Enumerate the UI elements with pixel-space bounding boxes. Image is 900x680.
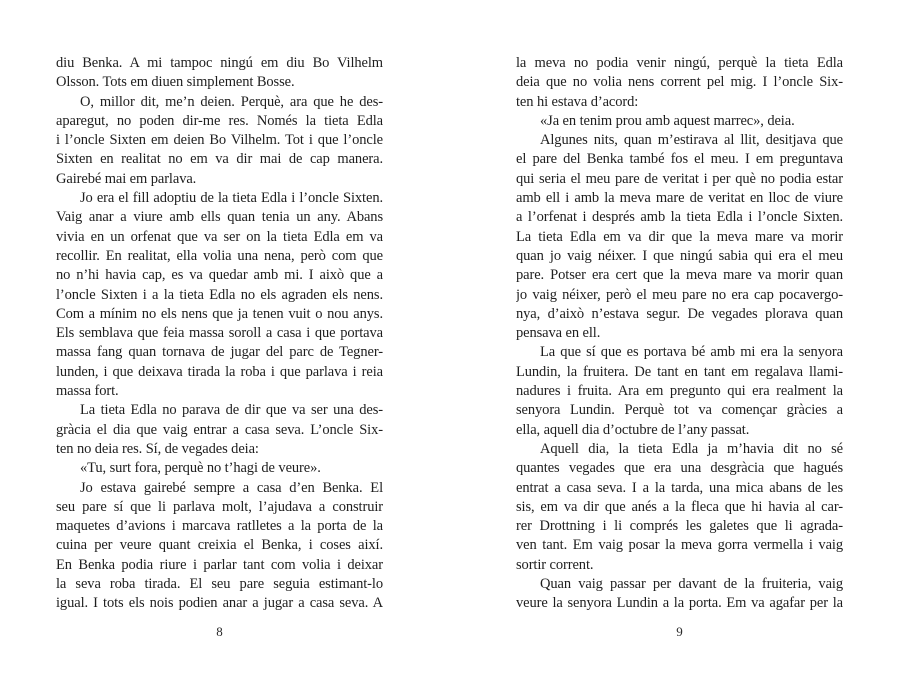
text-line: la meva no podia venir ningú, perquè la tieta Edla — [516, 55, 843, 71]
text-line: la seva roba tirada. El seu pare seguia estimant-lo — [56, 576, 383, 593]
text-line: ten no deia res. Sí, de vegades deia: — [56, 440, 259, 457]
page-left-text — [56, 54, 383, 614]
text-line: La tieta Edla no parava de dir que va ser una des- — [80, 402, 383, 419]
text-line: maquetes d’avions i marcava ratlletes a la porta de la — [56, 518, 383, 535]
text-line: «Tu, surt fora, perquè no t’hagi de veure». — [80, 460, 321, 477]
text-line: En Benka podia riure i parlar tant com volia i deixar — [56, 556, 383, 573]
text-line: ten hi estava d’acord: — [516, 93, 639, 110]
text-line: massa fang quan tornava de jugar del parc de Tegner- — [56, 344, 383, 361]
text-line: senyora Lundin. Perquè tot va començar gràcies a — [516, 402, 843, 419]
text-line: diu Benka. A mi tampoc ningú em diu Bo Vilhelm — [56, 55, 383, 71]
text-line: sis, em va dir que anés a la fleca que hi havia al car- — [516, 498, 843, 515]
text-line: qui seria el meu pare de veritat i per què no podia estar — [516, 170, 843, 187]
text-line: Gairebé mai em parlava. — [56, 170, 197, 187]
text-line: el pare del Benka també fos el meu. I em preguntava — [516, 151, 843, 168]
text-line: massa fort. — [56, 383, 119, 400]
text-line: ella, aquell dia d’octubre de l’any passat. — [516, 421, 750, 438]
text-line: Sixten en realitat no em va dir mai de cap manera. — [56, 151, 383, 168]
text-line: Algunes nits, quan m’estirava al llit, desitjava que — [540, 132, 843, 149]
text-line: recollir. En realitat, ella volia una nena, però com que — [56, 247, 383, 264]
text-line: pare. Potser era cert que la meva mare va morir quan — [516, 267, 843, 284]
text-line: seu pare sí que li parlava molt, l’ajudava a construir — [56, 498, 383, 515]
page-number-left: 8 — [216, 624, 223, 639]
text-line: La tieta Edla em va dir que la meva mare va morir — [516, 228, 843, 245]
text-line: rer Drottning i li comprés les galetes que li agrada- — [516, 518, 843, 535]
text-line: l’oncle Sixten i a la tieta Edla no els agraden els nens. — [56, 286, 383, 303]
text-line: Jo estava gairebé sempre a casa d’en Benka. El — [80, 479, 383, 496]
text-line: Els semblava que feia massa soroll a casa i que portava — [56, 325, 383, 342]
page-right — [516, 54, 843, 664]
text-line: nya, d’això n’estava segur. De vegades plorava quan — [516, 305, 843, 322]
text-line: Jo era el fill adoptiu de la tieta Edla i l’oncle Sixten. — [80, 190, 383, 207]
text-line: a l’orfenat i després amb la tieta Edla i l’oncle Sixten. — [516, 209, 843, 226]
text-line: deia que no volia nens corrent pel mig. I l’oncle Six- — [516, 74, 843, 91]
text-line: veure la senyora Lundin a la porta. Em va agafar per la — [516, 595, 843, 612]
text-line: La que sí que es portava bé amb mi era la senyora — [540, 344, 843, 361]
text-line: Olsson. Tots em diuen simplement Bosse. — [56, 74, 295, 91]
page-right-text — [516, 54, 843, 614]
text-line: sortir corrent. — [516, 556, 594, 573]
text-line: no n’hi havia cap, es va quedar amb mi. I això que a — [56, 267, 383, 284]
text-line: aparegut, no poden dir-me res. Només la tieta Edla — [56, 112, 383, 129]
text-line: quan jo vaig néixer. I que ningú sabia qui era el meu — [516, 247, 843, 264]
page-number-right: 9 — [676, 624, 683, 639]
text-line: jo vaig néixer, però el meu pare no era cap pocavergo- — [516, 286, 843, 303]
text-line: nadures i fruita. Ara em pregunto qui era realment la — [516, 383, 843, 400]
text-line: entrat a casa seva. I a la tarda, una mica abans de les — [516, 479, 843, 496]
text-line: quantes vegades que era una desgràcia que hagués — [516, 460, 843, 477]
page-left — [56, 54, 383, 664]
text-line: O, millor dit, me’n deien. Perquè, ara que he des- — [80, 93, 383, 110]
text-line: ven tant. Em vaig posar la meva gorra vermella i vaig — [516, 537, 843, 554]
text-line: Quan vaig passar per davant de la fruiteria, vaig — [540, 576, 843, 593]
text-line: «Ja en tenim prou amb aquest marrec», deia. — [540, 112, 795, 129]
text-line: Lundin, la fruitera. De tant en tant em regalava llami- — [516, 363, 843, 380]
text-line: igual. I tots els nois podien anar a jugar a casa seva. A — [56, 595, 383, 612]
text-line: gràcia el dia que vaig entrar a casa seva. L’oncle Six- — [56, 421, 383, 438]
text-line: Com a mínim no els nens que ja tenen vuit o nou anys. — [56, 305, 383, 322]
text-line: Aquell dia, la tieta Edla ja m’havia dit no sé — [540, 440, 843, 457]
text-line: Vaig anar a viure amb ells quan tenia un any. Abans — [56, 209, 383, 226]
text-line: vivia en un orfenat que va ser on la tieta Edla em va — [56, 228, 383, 245]
text-line: amb ell i amb la meva mare de veritat en lloc de viure — [516, 190, 843, 207]
text-line: lunden, i que deixava tirada la roba i que parlava i reia — [56, 363, 383, 380]
text-line: cuina per veure quant creixia el Benka, i coses així. — [56, 537, 383, 554]
text-line: pensava en ell. — [516, 325, 601, 342]
text-line: i l’oncle Sixten em deien Bo Vilhelm. Tot i que l’oncle — [56, 132, 383, 149]
